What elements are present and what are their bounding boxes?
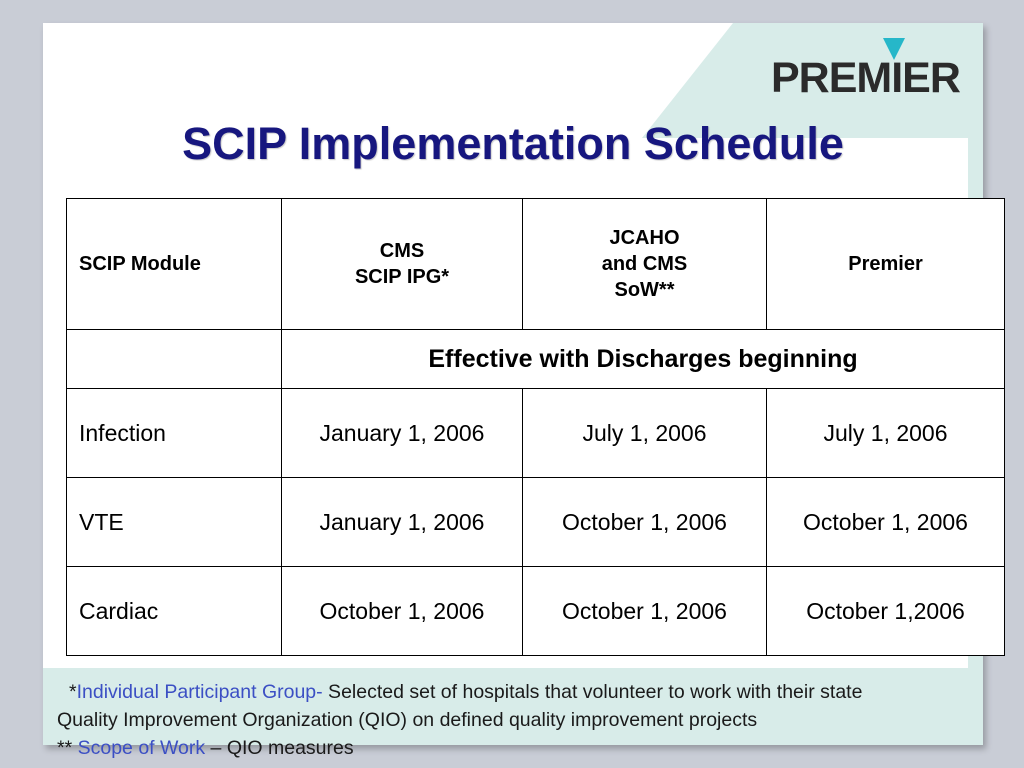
header-cms-line2: SCIP IPG*	[354, 266, 450, 288]
footnote-3-term: Scope of Work	[77, 737, 206, 759]
footnote-1-star: *	[69, 681, 77, 703]
footnote-3-stars: **	[57, 737, 78, 759]
row-cms-cardiac: October 1, 2006	[282, 567, 523, 656]
row-jcaho-infection: July 1, 2006	[523, 389, 767, 478]
effective-blank-cell	[67, 330, 282, 389]
schedule-table	[66, 198, 1005, 656]
footnote-line-2: Quality Improvement Organization (QIO) on defined quality improvement projects	[57, 709, 758, 731]
header-cell-cms	[282, 199, 523, 330]
header-jcaho-line2: and CMS	[601, 253, 688, 275]
header-cell-premier: Premier	[767, 199, 1005, 330]
premier-logo-text: PREMIER	[771, 54, 960, 102]
row-module-cardiac: Cardiac	[67, 567, 282, 656]
table-row	[67, 389, 1005, 478]
footnote-1-rest: Selected set of hospitals that volunteer to work with their state	[322, 681, 863, 703]
footnote-line-3	[57, 734, 1024, 762]
slide-header	[43, 23, 983, 193]
page-title: SCIP Implementation Schedule	[182, 118, 844, 169]
footnote-1-term: Individual Participant Group-	[76, 681, 323, 703]
effective-label-cell: Effective with Discharges beginning	[282, 330, 1005, 389]
row-jcaho-cardiac: October 1, 2006	[523, 567, 767, 656]
row-module-vte: VTE	[67, 478, 282, 567]
footnote-3-rest: – QIO measures	[205, 737, 354, 759]
header-cell-module: SCIP Module	[67, 199, 282, 330]
header-cell-jcaho	[523, 199, 767, 330]
row-premier-cardiac: October 1,2006	[767, 567, 1005, 656]
row-jcaho-vte: October 1, 2006	[523, 478, 767, 567]
table-row	[67, 478, 1005, 567]
premier-logo	[771, 51, 961, 106]
footnote-line-1	[69, 678, 1024, 706]
slide	[43, 23, 983, 759]
table-header-row	[67, 199, 1005, 330]
header-jcaho-line3: SoW**	[614, 279, 675, 301]
header-cms-line1: CMS	[379, 240, 425, 262]
table-effective-row	[67, 330, 1005, 389]
row-cms-vte: January 1, 2006	[282, 478, 523, 567]
footnotes	[57, 678, 1024, 762]
row-module-infection: Infection	[67, 389, 282, 478]
row-cms-infection: January 1, 2006	[282, 389, 523, 478]
table-row	[67, 567, 1005, 656]
row-premier-infection: July 1, 2006	[767, 389, 1005, 478]
row-premier-vte: October 1, 2006	[767, 478, 1005, 567]
header-jcaho-line1: JCAHO	[609, 227, 680, 249]
triangle-mark-icon	[883, 38, 905, 60]
